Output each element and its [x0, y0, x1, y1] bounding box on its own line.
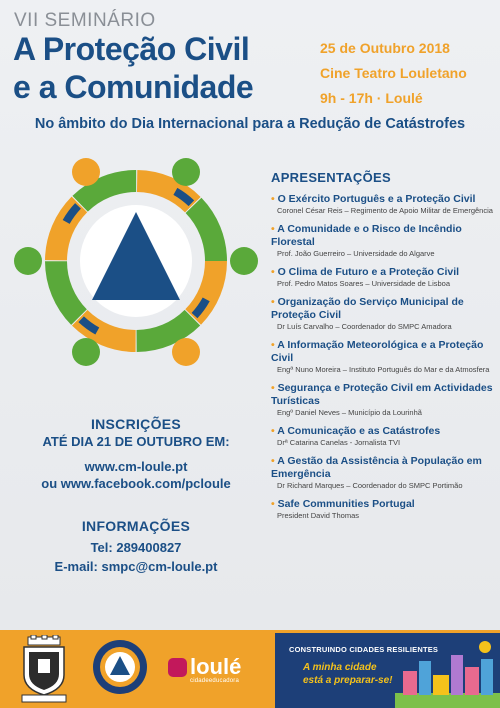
- list-item: [271, 382, 497, 418]
- loule-brand-logo: [168, 656, 244, 686]
- list-item: [271, 498, 497, 521]
- registration-link-facebook[interactable]: ou www.facebook.com/pcloule: [41, 476, 231, 491]
- presentations-heading: APRESENTAÇÕES: [271, 170, 391, 185]
- presentation-title: • Organização do Serviço Municipal de Proteção Civil: [271, 296, 497, 322]
- event-venue: Cine Teatro Louletano: [320, 65, 467, 81]
- presentation-title: • O Clima de Futuro e a Proteção Civil: [271, 266, 497, 279]
- brand-word: loulé: [190, 654, 242, 679]
- subtitle: No âmbito do Dia Internacional para a Redução de Catástrofes: [34, 116, 466, 132]
- presentation-speaker: Engº Daniel Neves – Município da Lourinhã: [277, 408, 422, 417]
- list-item: [271, 339, 497, 375]
- presentation-title: • O Exército Português e a Proteção Civil: [271, 193, 497, 206]
- municipal-crest-icon: [18, 635, 70, 703]
- list-item: [271, 193, 497, 216]
- presentation-title: • A Informação Meteorológica e a Proteção Civil: [271, 339, 497, 365]
- registration-block: [10, 416, 262, 491]
- presentation-speaker: Drª Catarina Canelas - Jornalista TVI: [277, 438, 401, 447]
- title-line-2: e a Comunidade: [13, 69, 254, 105]
- contact-email[interactable]: E-mail: smpc@cm-loule.pt: [54, 559, 218, 574]
- list-item: [271, 223, 497, 259]
- brand-tagline: cidadeeducadora: [190, 678, 240, 684]
- presentation-title: • A Gestão da Assistência à População em Emergência: [271, 455, 497, 481]
- contact-phone[interactable]: Tel: 289400827: [90, 540, 182, 555]
- contact-block: [10, 518, 262, 574]
- title-line-1: A Proteção Civil: [13, 31, 250, 67]
- campaign-slogan-line-2: está a preparar-se!: [303, 675, 393, 686]
- presentation-speaker: Engª Nuno Moreira – Instituto Português do Mar e da Atmosfera: [277, 365, 490, 374]
- registration-deadline: ATÉ DIA 21 DE OUTUBRO EM:: [42, 434, 230, 449]
- registration-link-website[interactable]: www.cm-loule.pt: [84, 459, 188, 474]
- presentation-speaker: President David Thomas: [277, 511, 359, 520]
- presentation-title: • Safe Communities Portugal: [271, 498, 497, 511]
- presentation-speaker: Coronel César Reis – Regimento de Apoio Militar de Emergência: [277, 206, 493, 215]
- seminar-kicker: VII SEMINÁRIO: [14, 10, 156, 31]
- brand-square-icon: [168, 658, 187, 677]
- presentation-title: • Segurança e Proteção Civil em Actividades Turísticas: [271, 382, 497, 408]
- presentation-speaker: Prof. Pedro Matos Soares – Universidade de Lisboa: [277, 279, 451, 288]
- registration-heading: INSCRIÇÕES: [90, 416, 182, 432]
- event-date: 25 de Outubro 2018: [320, 40, 450, 56]
- civil-protection-badge-icon: [92, 639, 148, 695]
- campaign-slogan-line-1: A minha cidade: [303, 662, 377, 673]
- list-item: [271, 425, 497, 448]
- event-time-place: 9h - 17h · Loulé: [320, 90, 423, 106]
- presentation-title: • A Comunicação e as Catástrofes: [271, 425, 497, 438]
- civil-protection-emblem: [10, 150, 262, 372]
- contact-heading: INFORMAÇÕES: [81, 518, 191, 534]
- list-item: [271, 296, 497, 332]
- presentation-speaker: Dr Luís Carvalho – Coordenador do SMPC Amadora: [277, 322, 452, 331]
- presentation-speaker: Prof. João Guerreiro – Universidade do Algarve: [277, 249, 435, 258]
- presentation-speaker: Dr Richard Marques – Coordenador do SMPC Portimão: [277, 481, 463, 490]
- resilient-cities-banner: [275, 633, 500, 708]
- presentations-list: [271, 170, 497, 528]
- list-item: [271, 455, 497, 491]
- list-item: [271, 266, 497, 289]
- presentation-title: • A Comunidade e o Risco de Incêndio Florestal: [271, 223, 497, 249]
- city-skyline-illustration: [395, 633, 500, 708]
- event-info: [320, 36, 467, 111]
- campaign-heading: CONSTRUINDO CIDADES RESILIENTES: [289, 645, 439, 654]
